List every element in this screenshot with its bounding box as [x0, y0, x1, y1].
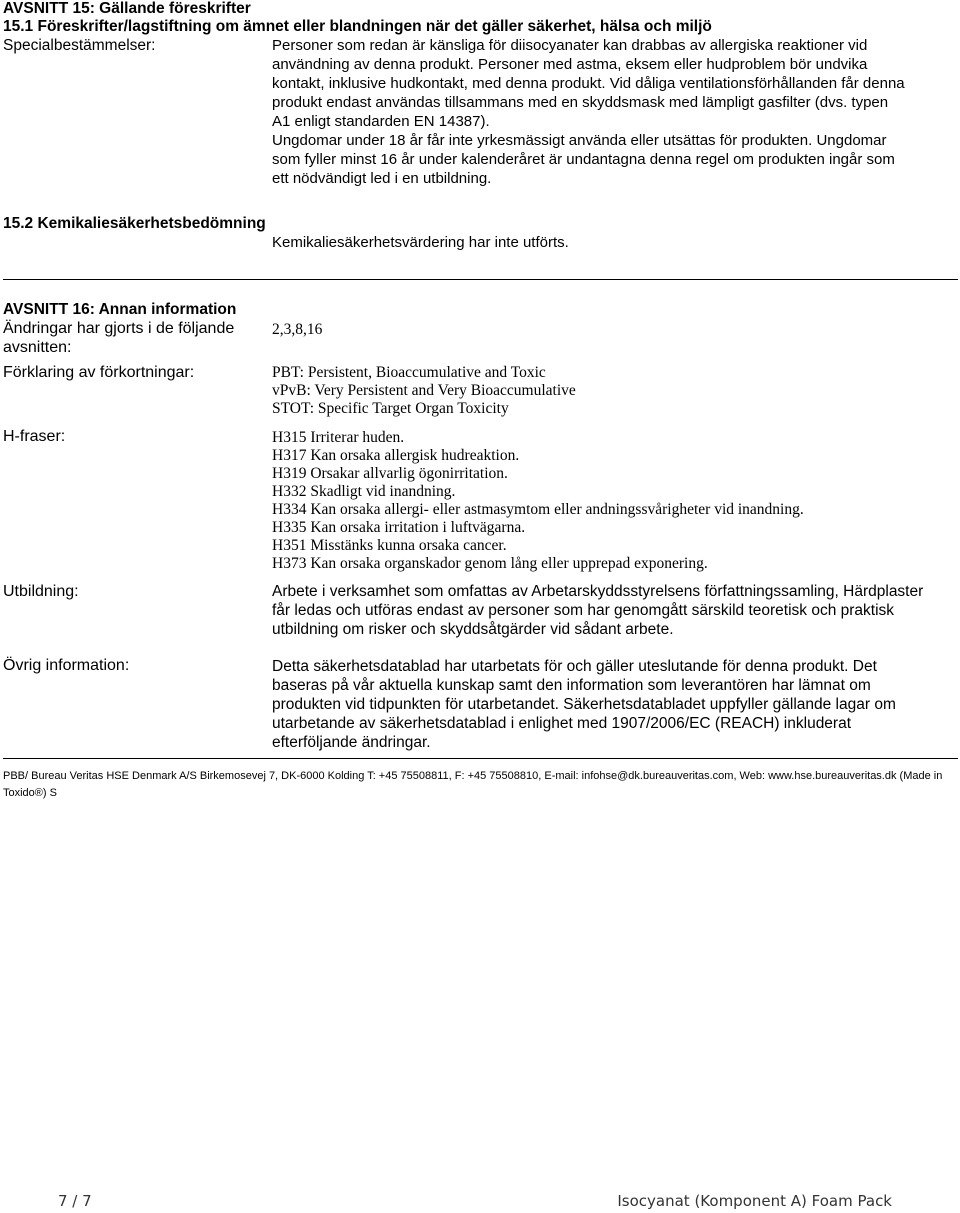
- section-divider: [3, 279, 958, 280]
- training-label: Utbildning:: [3, 583, 79, 600]
- abbreviation-item: PBT: Persistent, Bioaccumulative and Toxic: [272, 364, 546, 381]
- special-line: som fyller minst 16 år under kalenderåret är undantagna denna regel om produkten ingår som: [272, 151, 895, 168]
- section-15-2-title: 15.2 Kemikaliesäkerhetsbedömning: [3, 215, 266, 232]
- chemical-safety-assessment-text: Kemikaliesäkerhetsvärdering har inte utförts.: [272, 234, 569, 251]
- h-phrase: H334 Kan orsaka allergi- eller astmasymtom eller andningssvårigheter vid inandning.: [272, 501, 804, 518]
- special-line: kontakt, inklusive hudkontakt, med denna produkt. Vid dåliga ventilationsförhållanden får denna: [272, 75, 905, 92]
- changes-label-line: avsnitten:: [3, 339, 72, 356]
- h-phrase: H373 Kan orsaka organskador genom lång eller upprepad exponering.: [272, 555, 708, 572]
- other-line: produkten vid tidpunkten för utarbetandet. Säkerhetsdatabladet uppfyller gällande lagar om: [272, 696, 896, 713]
- training-line: Arbete i verksamhet som omfattas av Arbetarskyddsstyrelsens författningssamling, Härdplaster: [272, 583, 924, 600]
- special-provisions-text: [272, 36, 958, 188]
- special-line: A1 enligt standarden EN 14387).: [272, 113, 490, 130]
- abbreviation-item: STOT: Specific Target Organ Toxicity: [272, 400, 509, 417]
- abbreviations-label: Förklaring av förkortningar:: [3, 364, 195, 381]
- section-15-1-title: 15.1 Föreskrifter/lagstiftning om ämnet eller blandningen när det gäller säkerhet, hälsa och miljö: [3, 18, 712, 35]
- section-15-title: AVSNITT 15: Gällande föreskrifter: [3, 0, 251, 17]
- h-phrase: H335 Kan orsaka irritation i luftvägarna.: [272, 519, 526, 536]
- special-line: användning av denna produkt. Personer med astma, eksem eller hudproblem bör undvika: [272, 56, 868, 73]
- other-information-label: Övrig information:: [3, 657, 130, 674]
- changes-label: [3, 319, 234, 357]
- changes-label-line: Ändringar har gjorts i de följande: [3, 320, 235, 337]
- product-name: Isocyanat (Komponent A) Foam Pack: [617, 1192, 892, 1210]
- special-line: produkt endast användas tillsammans med en skyddsmask med lämpligt gasfilter (dvs. typen: [272, 94, 889, 111]
- h-phrases-list: [272, 429, 804, 573]
- h-phrase: H332 Skadligt vid inandning.: [272, 483, 456, 500]
- footer-line: PBB/ Bureau Veritas HSE Denmark A/S Birkemosevej 7, DK-6000 Kolding T: +45 75508811, F: +45 75508810, E-mail: infohse@dk.bureauveritas.com, Web: www.hse.bureauveritas.dk (Made in: [3, 770, 943, 782]
- special-line: ett nödvändigt led i en utbildning.: [272, 170, 492, 187]
- h-phrase: H317 Kan orsaka allergisk hudreaktion.: [272, 447, 520, 464]
- other-line: efterföljande ändringar.: [272, 734, 431, 751]
- abbreviations-list: [272, 364, 576, 418]
- training-line: får ledas och utföras endast av personer som har genomgått särskild teoretisk och praktisk: [272, 602, 895, 619]
- h-phrase: H351 Misstänks kunna orsaka cancer.: [272, 537, 507, 554]
- other-line: Detta säkerhetsdatablad har utarbetats för och gäller uteslutande för denna produkt. Det: [272, 658, 877, 675]
- special-provisions-label: Specialbestämmelser:: [3, 37, 156, 54]
- page-number: 7 / 7: [58, 1192, 92, 1210]
- h-phrase: H319 Orsakar allvarlig ögonirritation.: [272, 465, 508, 482]
- footer-line: Toxido®) S: [3, 787, 57, 799]
- company-footer: [3, 768, 958, 802]
- h-phrases-label: H-fraser:: [3, 428, 66, 445]
- training-text: [272, 582, 923, 639]
- other-line: baseras på vår aktuella kunskap samt den information som leverantören har lämnat om: [272, 677, 871, 694]
- special-line: Personer som redan är känsliga för diisocyanater kan drabbas av allergiska reaktioner vid: [272, 37, 868, 54]
- h-phrase: H315 Irriterar huden.: [272, 429, 405, 446]
- special-line: Ungdomar under 18 år får inte yrkesmässigt använda eller utsättas för produkten. Ungdomar: [272, 132, 887, 149]
- other-line: utarbetande av säkerhetsdatablad i enlighet med 1907/2006/EC (REACH) inkluderat: [272, 715, 852, 732]
- abbreviation-item: vPvB: Very Persistent and Very Bioaccumulative: [272, 382, 576, 399]
- footer-divider: [3, 758, 958, 759]
- changes-value: 2,3,8,16: [272, 321, 323, 338]
- other-information-text: [272, 657, 896, 752]
- section-16-title: AVSNITT 16: Annan information: [3, 301, 237, 318]
- training-line: utbildning om risker och skyddsåtgärder vid sådant arbete.: [272, 621, 674, 638]
